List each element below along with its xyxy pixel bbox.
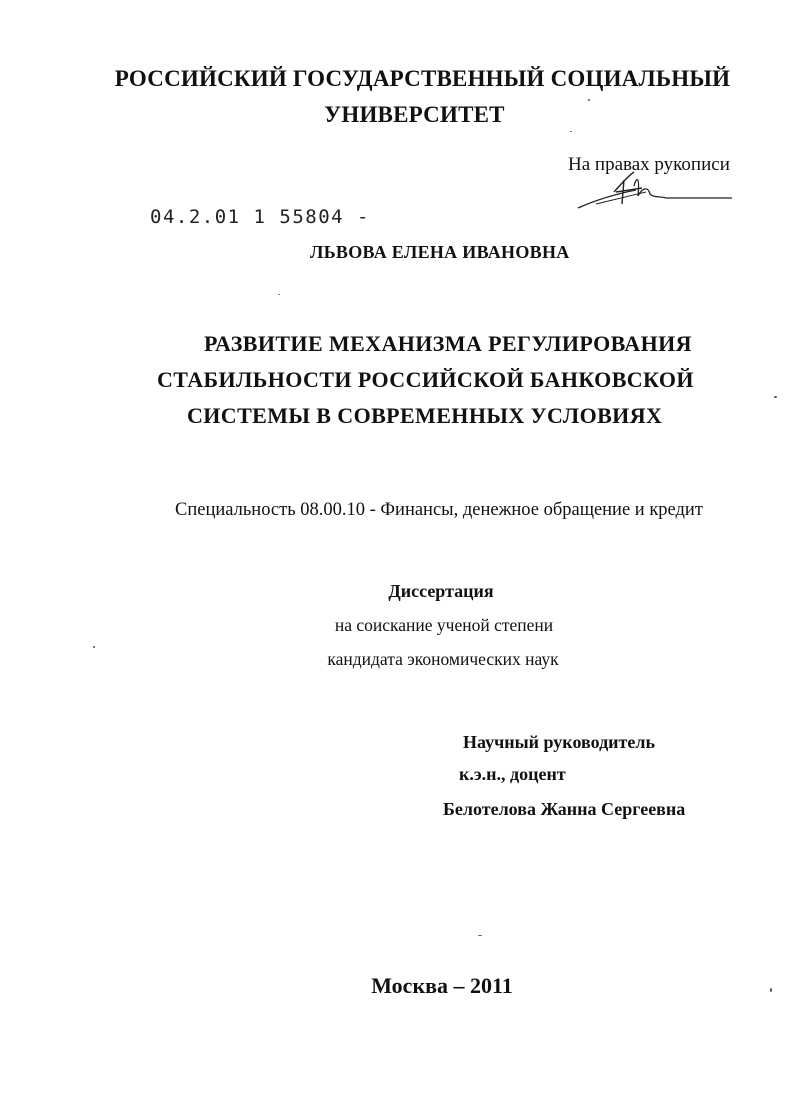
city-year: Москва – 2011 — [371, 973, 513, 998]
scan-speck — [478, 935, 482, 936]
author-name: ЛЬВОВА ЕЛЕНА ИВАНОВНА — [310, 242, 570, 262]
scan-speck — [588, 99, 590, 101]
supervisor-degree: к.э.н., доцент — [459, 764, 566, 784]
scan-speck — [570, 131, 572, 132]
dissertation-title-line3: СИСТЕМЫ В СОВРЕМЕННЫХ УСЛОВИЯХ — [187, 403, 663, 428]
university-name-line1: РОССИЙСКИЙ ГОСУДАРСТВЕННЫЙ СОЦИАЛЬНЫЙ — [114, 66, 731, 91]
scan-speck — [774, 396, 777, 398]
university-name-line2: УНИВЕРСИТЕТ — [324, 102, 505, 127]
scan-speck — [770, 988, 772, 992]
degree-name-line: кандидата экономических наук — [327, 649, 559, 669]
dissertation-title-line1: РАЗВИТИЕ МЕХАНИЗМА РЕГУЛИРОВАНИЯ — [204, 331, 692, 356]
supervisor-label: Научный руководитель — [463, 732, 655, 752]
dissertation-title-line2: СТАБИЛЬНОСТИ РОССИЙСКОЙ БАНКОВСКОЙ — [157, 367, 694, 392]
scan-speck — [278, 294, 280, 295]
manuscript-rights-note: На правах рукописи — [568, 154, 730, 175]
scan-speck — [93, 646, 95, 648]
dissertation-type: Диссертация — [388, 581, 494, 601]
library-stamp-number: 04.2.01 1 55804 - — [150, 206, 370, 228]
degree-purpose-line: на соискание ученой степени — [334, 615, 554, 635]
specialty-line: Специальность 08.00.10 - Финансы, денежное обращение и кредит — [175, 500, 703, 520]
supervisor-name: Белотелова Жанна Сергеевна — [443, 799, 686, 819]
signature-icon — [576, 170, 736, 215]
